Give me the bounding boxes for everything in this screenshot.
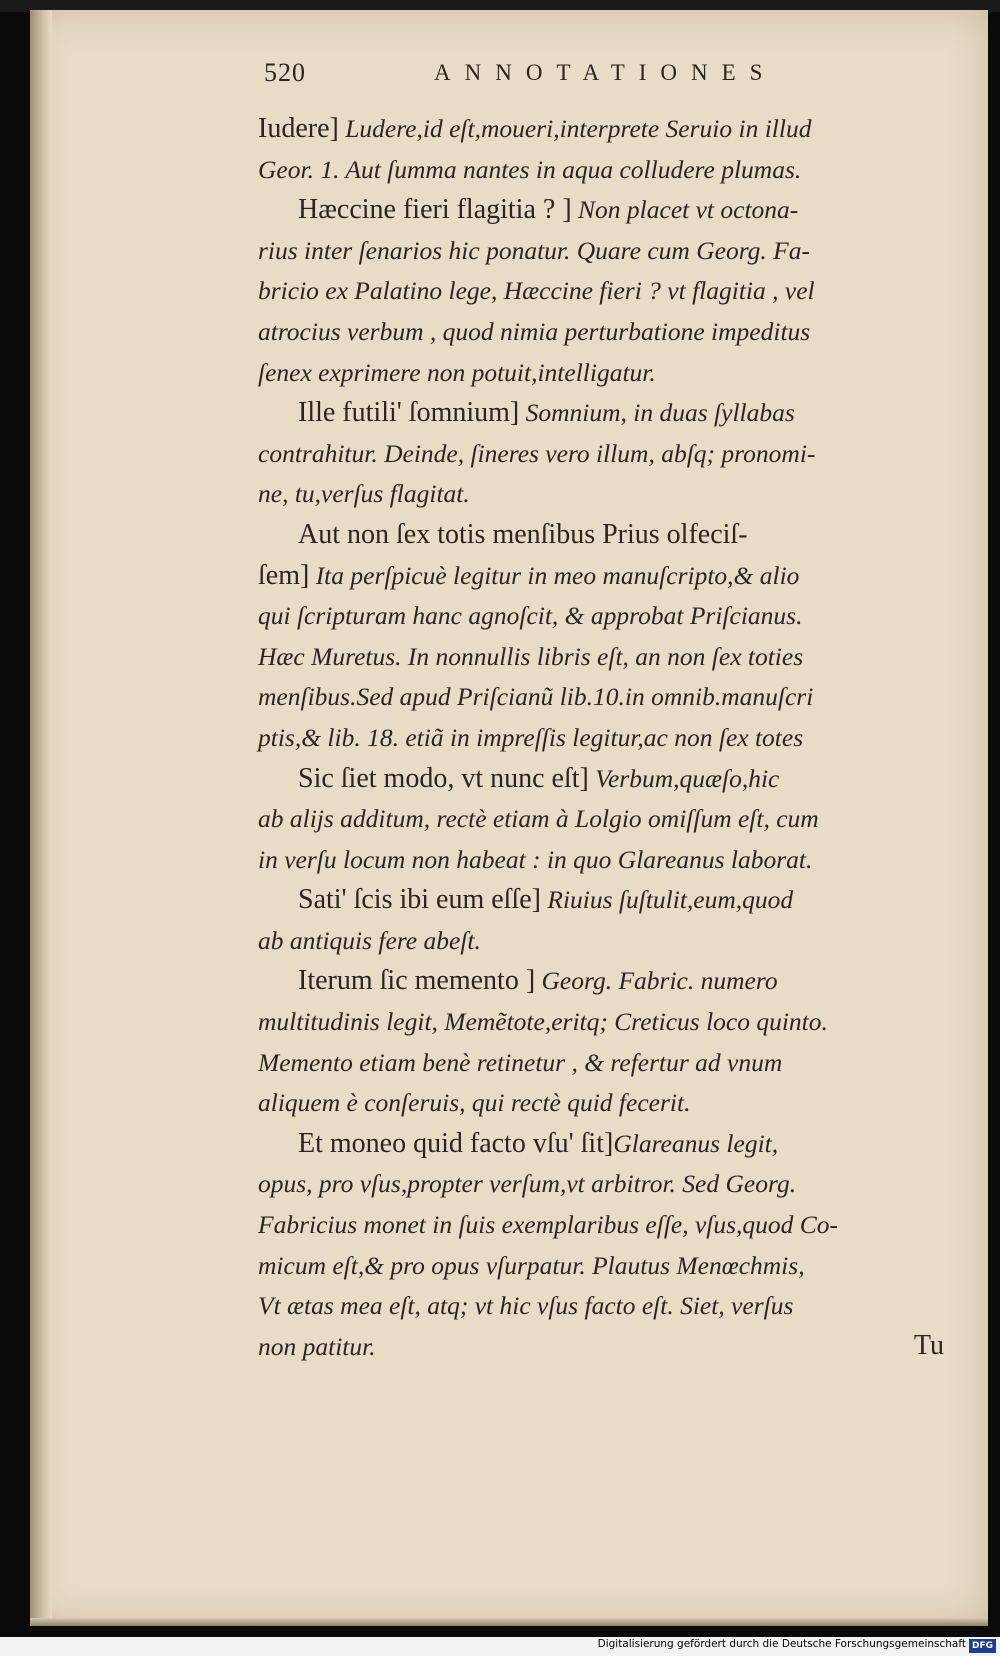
- dfg-logo-icon: DFG: [969, 1639, 996, 1653]
- note-text: Geor. 1. Aut ſumma nantes in aqua colludere plumas.: [258, 154, 802, 184]
- text-line: [258, 1285, 948, 1326]
- text-line: [258, 1001, 948, 1042]
- text-line: [258, 920, 948, 961]
- note-text: Somnium, in duas ſyllabas: [519, 398, 795, 428]
- note-text: Glareanus legit,: [613, 1128, 779, 1158]
- note-text: ne, tu,verſus flagitat.: [258, 479, 470, 509]
- text-line: [258, 879, 948, 920]
- text-line: [258, 1123, 948, 1164]
- note-text: menſibus.Sed apud Priſcianũ lib.10.in omnib.manuſcri: [258, 682, 814, 712]
- text-line: [258, 676, 948, 717]
- note-text: atrocius verbum , quod nimia perturbatione impeditus: [258, 316, 811, 346]
- text-line: [258, 189, 948, 230]
- text-line: [258, 1082, 948, 1123]
- footer-credit: Digitalisierung gefördert durch die Deutsche Forschungsgemeinschaft: [597, 1638, 966, 1650]
- note-text: Ita perſpicuè legitur in meo manuſcripto,& alio: [309, 560, 800, 590]
- note-text: Hæc Muretus. In nonnullis libris eſt, an non ſex toties: [258, 641, 804, 671]
- note-text: non patitur.: [258, 1331, 376, 1361]
- text-line: [258, 960, 948, 1001]
- catchword: Tu: [913, 1329, 944, 1361]
- text-line: [258, 758, 948, 799]
- note-text: Ludere,id eſt,moueri,interprete Seruio in illud: [338, 114, 812, 143]
- note-text: Riuius ſuſtulit,eum,quod: [541, 885, 794, 915]
- text-line: [258, 270, 948, 311]
- note-text: Vt ætas mea eſt, atq; vt hic vſus facto eſt. Siet, verſus: [258, 1291, 794, 1321]
- text-line: [258, 717, 948, 758]
- text-line: [258, 311, 948, 352]
- text-line: [258, 1245, 948, 1286]
- text-line: [258, 392, 948, 433]
- note-text: rius inter ſenarios hic ponatur. Quare cum Georg. Fa-: [258, 235, 810, 265]
- text-line: [258, 514, 948, 555]
- note-text: opus, pro vſus,propter verſum,vt arbitror. Sed Georg.: [258, 1169, 797, 1199]
- lemma: Ille futili' ſomnium]: [298, 397, 520, 429]
- note-text: multitudinis legit, Memẽtote,eritq; Creticus loco quinto.: [258, 1007, 828, 1037]
- page-gutter-shadow: [30, 10, 52, 1625]
- text-line: [258, 636, 948, 677]
- lemma: Aut non ſex totis menſibus Prius olfeciſ-: [298, 518, 748, 550]
- note-text: micum eſt,& pro opus vſurpatur. Plautus Menœchmis,: [258, 1250, 805, 1280]
- lemma: Et moneo quid facto vſu' ſit]: [298, 1127, 614, 1159]
- text-line: [258, 1204, 948, 1245]
- note-text: in verſu locum non habeat : in quo Glareanus laborat.: [258, 844, 813, 874]
- page-bottom-edge: [30, 1618, 988, 1626]
- text-line: [258, 108, 948, 149]
- footer-bar: [0, 1637, 1000, 1656]
- text-line: [258, 1326, 948, 1367]
- note-text: Verbum,quæſo,hic: [588, 763, 780, 793]
- running-head: [264, 58, 844, 98]
- note-text: Fabricius monet in ſuis exemplaribus eſſe, vſus,quod Co-: [258, 1210, 839, 1240]
- text-line: [258, 473, 948, 514]
- note-text: ab antiquis fere abeſt.: [258, 925, 481, 955]
- lemma: Iterum ſic memento ]: [298, 965, 536, 997]
- text-line: [258, 230, 948, 271]
- text-line: [258, 839, 948, 880]
- note-text: contrahitur. Deinde, ſineres vero illum, abſq; pronomi-: [258, 438, 816, 468]
- note-text: ſenex exprimere non potuit,intelligatur.: [258, 357, 656, 387]
- text-line: [258, 433, 948, 474]
- text-line: [258, 555, 948, 596]
- text-line: [258, 149, 948, 190]
- text-line: [258, 798, 948, 839]
- annotation-text-block: [258, 108, 948, 1366]
- note-text: qui ſcripturam hanc agnoſcit, & approbat Priſcianus.: [258, 601, 803, 631]
- running-head-title: ANNOTATIONES: [434, 60, 777, 85]
- lemma: Hæccine fieri flagitia ? ]: [298, 194, 572, 226]
- lemma: Sic ſiet modo, vt nunc eſt]: [298, 762, 589, 794]
- text-line: [258, 1042, 948, 1083]
- note-text: Memento etiam benè retinetur , & refertur ad vnum: [258, 1047, 783, 1077]
- note-text: Non placet vt octona-: [571, 195, 799, 225]
- note-text: ab alijs additum, rectè etiam à Lolgio omiſſum eſt, cum: [258, 804, 819, 834]
- text-line: [258, 595, 948, 636]
- text-line: [258, 352, 948, 393]
- note-text: bricio ex Palatino lege, Hæccine fieri ? vt flagitia , vel: [258, 276, 815, 306]
- text-line: [258, 1163, 948, 1204]
- page-number: 520: [264, 58, 306, 87]
- note-text: ptis,& lib. 18. etiã in impreſſis legitur,ac non ſex totes: [258, 722, 804, 752]
- note-text: Georg. Fabric. numero: [535, 966, 778, 996]
- lemma: ſem]: [258, 559, 310, 591]
- lemma: Sati' ſcis ibi eum eſſe]: [298, 884, 541, 916]
- note-text: aliquem è conſeruis, qui rectè quid fecerit.: [258, 1088, 691, 1118]
- lemma: Iudere]: [258, 113, 339, 144]
